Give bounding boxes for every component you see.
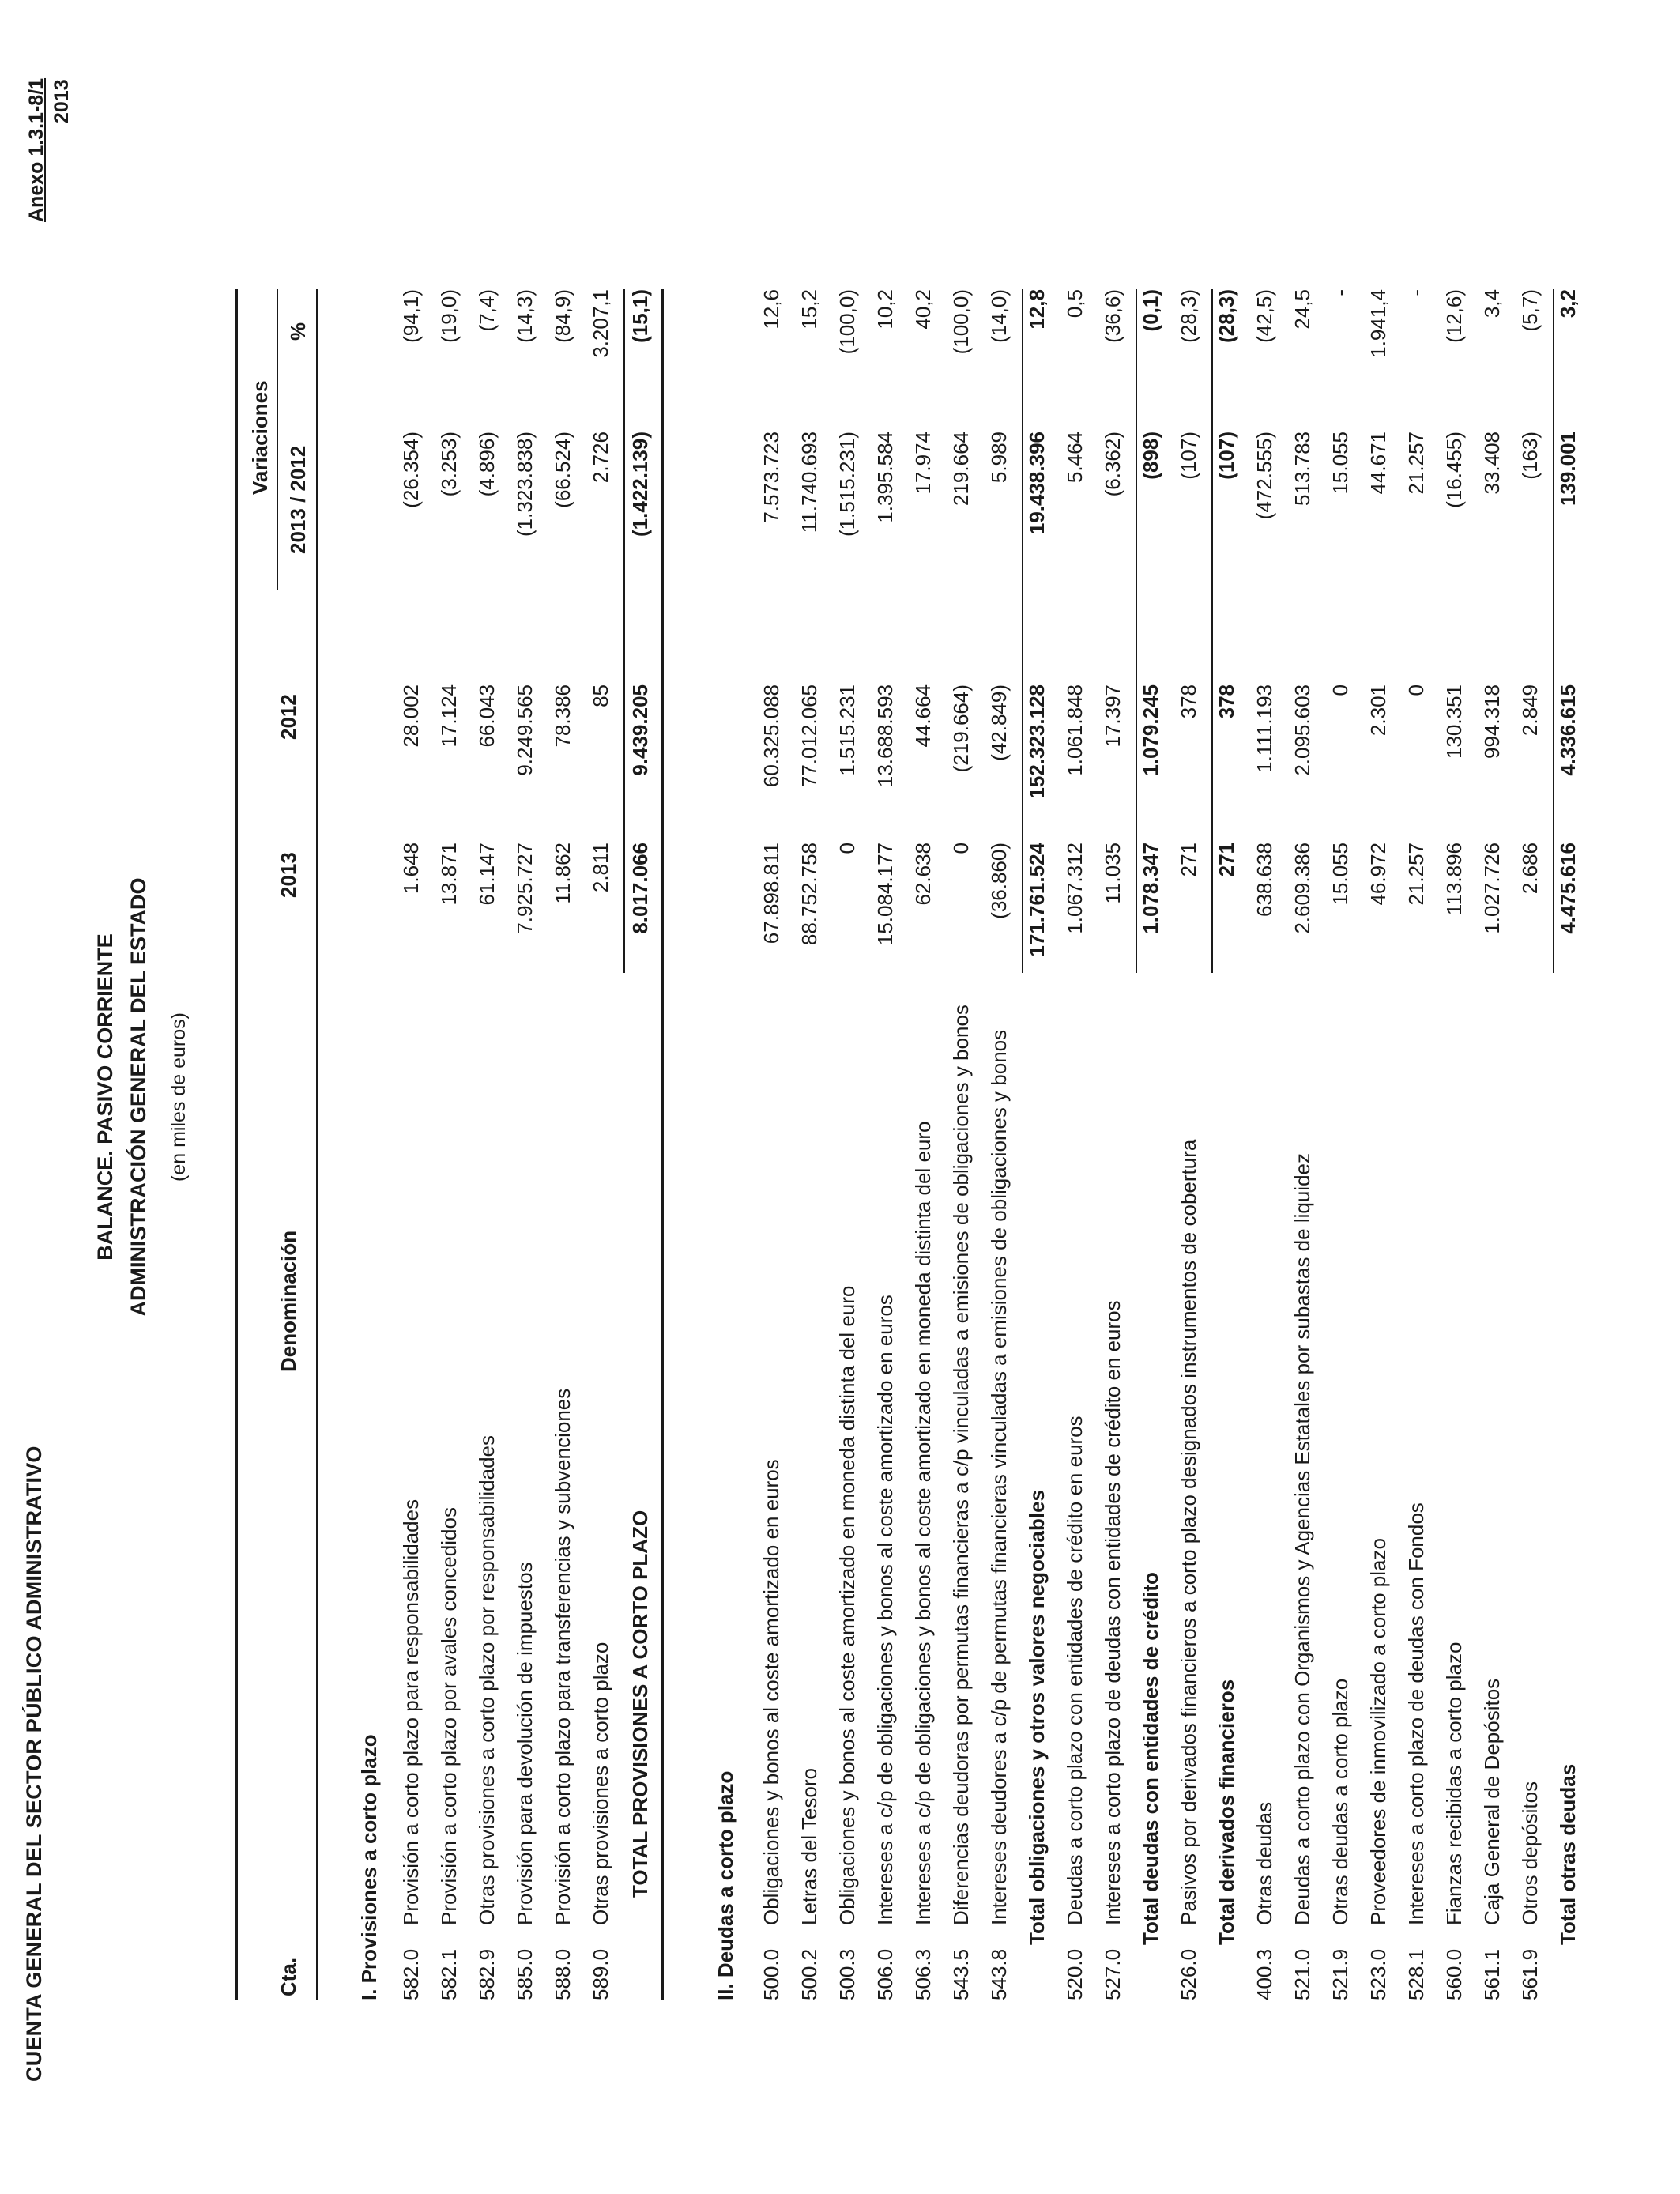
- table-row: [1177, 0, 1213, 2194]
- total-label: Total deudas con entidades de crédito: [1139, 1572, 1162, 1945]
- variation-pct: (15,1): [628, 289, 652, 343]
- variation-pct: (28,3): [1215, 289, 1238, 343]
- variation-pct: 3,2: [1556, 289, 1580, 319]
- variation-abs: 11.740.693: [797, 432, 821, 533]
- account-code: 528.1: [1404, 1948, 1428, 2000]
- value-2012: 85: [589, 684, 612, 707]
- report-title: BALANCE. PASIVO CORRIENTE: [93, 933, 117, 1261]
- variation-abs: 219.664: [949, 432, 973, 506]
- variation-abs: 5.989: [987, 432, 1011, 484]
- total-row: [1556, 0, 1592, 2194]
- table-row: [1366, 0, 1403, 2194]
- section-title: II. Deudas a corto plazo: [714, 1770, 737, 2000]
- variation-pct: (5,7): [1518, 289, 1542, 332]
- table-row: [399, 0, 435, 2194]
- account-code: 588.0: [551, 1948, 574, 2000]
- account-name: Otras provisiones a corto plazo: [589, 1642, 612, 1925]
- account-name: Intereses a corto plazo de deudas con Fondos: [1404, 1502, 1428, 1925]
- account-code: 585.0: [513, 1948, 537, 2000]
- account-name: Pasivos por derivados financieros a corto plazo designados instrumentos de cobertura: [1177, 1139, 1200, 1925]
- variation-abs: 15.055: [1328, 432, 1352, 495]
- col-var-abs: 2013 / 2012: [286, 445, 310, 554]
- col-denominacion: Denominación: [277, 1230, 300, 1372]
- value-2013: 0: [949, 843, 973, 854]
- table-row: [949, 0, 985, 2194]
- section-title: I. Provisiones a corto plazo: [357, 1734, 381, 2000]
- value-2013: 1.027.726: [1480, 843, 1504, 934]
- table-row: [1101, 0, 1137, 2194]
- variation-abs: (16.455): [1442, 432, 1466, 508]
- account-name: Provisión para devolución de impuestos: [513, 1562, 537, 1925]
- variation-abs: (1.323.838): [513, 432, 537, 537]
- value-2013: 1.067.312: [1063, 843, 1087, 934]
- table-row: [513, 0, 549, 2194]
- variation-pct: (28,3): [1177, 289, 1200, 343]
- account-code: 500.3: [835, 1948, 859, 2000]
- value-2012: 130.351: [1442, 684, 1466, 759]
- account-name: Proveedores de inmovilizado a corto plazo: [1366, 1538, 1390, 1925]
- account-code: 500.2: [797, 1948, 821, 2000]
- variation-abs: 139.001: [1556, 432, 1580, 506]
- account-name: Provisión a corto plazo para transferencias y subvenciones: [551, 1388, 574, 1925]
- total-rule: [1211, 289, 1213, 973]
- value-2013: 11.862: [551, 843, 574, 904]
- value-2012: 2.095.603: [1290, 684, 1314, 776]
- value-2013: 88.752.758: [797, 843, 821, 946]
- total-row: [1025, 0, 1061, 2194]
- account-name: Intereses a corto plazo de deudas con entidades de crédito en euros: [1101, 1300, 1124, 1925]
- variation-abs: 7.573.723: [759, 432, 783, 523]
- value-2012: 44.664: [911, 684, 935, 748]
- value-2013: 2.811: [589, 843, 612, 893]
- variation-pct: (12,6): [1442, 289, 1466, 343]
- account-code: 543.5: [949, 1948, 973, 2000]
- annex-year: 2013: [51, 79, 73, 123]
- value-2013: 46.972: [1366, 843, 1390, 906]
- total-label: Total obligaciones y otros valores negociables: [1025, 1489, 1049, 1945]
- value-2012: 2.849: [1518, 684, 1542, 737]
- value-2013: 271: [1215, 843, 1238, 877]
- account-code: 582.9: [475, 1948, 499, 2000]
- table-row: [1480, 0, 1516, 2194]
- total-label: Total otras deudas: [1556, 1763, 1580, 1945]
- account-code: 500.0: [759, 1948, 783, 2000]
- value-2012: 152.323.128: [1025, 684, 1049, 799]
- variation-pct: (0,1): [1139, 289, 1162, 332]
- value-2013: 7.925.727: [513, 843, 537, 934]
- value-2012: 9.439.205: [628, 684, 652, 776]
- value-2012: 66.043: [475, 684, 499, 748]
- value-2013: 67.898.811: [759, 843, 783, 944]
- value-2012: 1.079.245: [1139, 684, 1162, 776]
- account-name: Deudas a corto plazo con entidades de crédito en euros: [1063, 1416, 1087, 1925]
- account-code: 506.3: [911, 1948, 935, 2000]
- variation-abs: (1.515.231): [835, 432, 859, 537]
- total-row: [1139, 0, 1175, 2194]
- table-top-rule: [235, 289, 238, 2000]
- account-name: Otras provisiones a corto plazo por responsabilidades: [475, 1434, 499, 1925]
- table-row: [987, 0, 1023, 2194]
- account-name: Diferencias deudoras por permutas financieras a c/p vinculadas a emisiones de obligaciones y bonos: [949, 1005, 973, 1925]
- variation-pct: 12,6: [759, 289, 783, 330]
- total-rule: [1136, 289, 1137, 973]
- variation-pct: -: [1328, 289, 1352, 296]
- value-2012: 1.061.848: [1063, 684, 1087, 776]
- account-code: 400.3: [1252, 1948, 1276, 2000]
- col-variaciones: Variaciones: [248, 380, 272, 495]
- total-label: TOTAL PROVISIONES A CORTO PLAZO: [628, 1510, 652, 1898]
- table-row: [437, 0, 473, 2194]
- value-2013: 1.078.347: [1139, 843, 1162, 934]
- account-code: 589.0: [589, 1948, 612, 2000]
- value-2012: 78.386: [551, 684, 574, 748]
- account-name: Fianzas recibidas a corto plazo: [1442, 1642, 1466, 1925]
- variation-pct: 40,2: [911, 289, 935, 330]
- account-code: 521.0: [1290, 1948, 1314, 2000]
- table-row: [835, 0, 872, 2194]
- value-2012: 17.124: [437, 684, 461, 748]
- account-name: Letras del Tesoro: [797, 1768, 821, 1925]
- value-2013: 1.648: [399, 843, 423, 895]
- table-row: [873, 0, 910, 2194]
- variation-pct: -: [1404, 289, 1428, 296]
- variation-pct: (42,5): [1252, 289, 1276, 343]
- variation-pct: (100,0): [835, 289, 859, 355]
- value-2012: 1.515.231: [835, 684, 859, 776]
- value-2013: 21.257: [1404, 843, 1428, 906]
- account-code: 526.0: [1177, 1948, 1200, 2000]
- total-rule: [661, 289, 664, 2000]
- variation-abs: 2.726: [589, 432, 612, 484]
- variation-abs: 17.974: [911, 432, 935, 495]
- table-row: [911, 0, 947, 2194]
- value-2013: 15.055: [1328, 843, 1352, 906]
- variation-pct: 3,4: [1480, 289, 1504, 319]
- variation-abs: 513.783: [1290, 432, 1314, 506]
- value-2013: 113.896: [1442, 843, 1466, 916]
- value-2012: 378: [1215, 684, 1238, 719]
- table-row: [1442, 0, 1478, 2194]
- table-row: [797, 0, 834, 2194]
- value-2012: 994.318: [1480, 684, 1504, 759]
- variation-abs: 21.257: [1404, 432, 1428, 495]
- table-row: [1518, 0, 1554, 2194]
- variation-abs: (472.555): [1252, 432, 1276, 520]
- variation-pct: 12,8: [1025, 289, 1049, 330]
- variation-pct: (14,3): [513, 289, 537, 343]
- account-name: Intereses a c/p de obligaciones y bonos al coste amortizado en euros: [873, 1295, 897, 1925]
- variation-abs: (107): [1215, 432, 1238, 480]
- table-row: [1063, 0, 1099, 2194]
- variation-pct: (100,0): [949, 289, 973, 355]
- value-2013: 2.686: [1518, 843, 1542, 895]
- value-2013: 8.017.066: [628, 843, 652, 934]
- table-row: [1328, 0, 1365, 2194]
- col-cta: Cta.: [277, 1957, 300, 1996]
- variation-abs: (3.253): [437, 432, 461, 497]
- variation-pct: 15,2: [797, 289, 821, 330]
- account-name: Otros depósitos: [1518, 1781, 1542, 1925]
- org-header: CUENTA GENERAL DEL SECTOR PÚBLICO ADMINISTRATIVO: [22, 1446, 46, 2082]
- variation-pct: 10,2: [873, 289, 897, 330]
- table-row: [589, 0, 625, 2194]
- account-code: 523.0: [1366, 1948, 1390, 2000]
- value-2013: 2.609.386: [1290, 843, 1314, 934]
- variation-abs: 1.395.584: [873, 432, 897, 523]
- annex-label: Anexo 1.3.1-8/1: [25, 77, 47, 222]
- value-2013: 11.035: [1101, 843, 1124, 904]
- value-2012: 0: [1404, 684, 1428, 696]
- account-name: Deudas a corto plazo con Organismos y Agencias Estatales por subastas de liquidez: [1290, 1153, 1314, 1925]
- value-2012: 378: [1177, 684, 1200, 719]
- account-name: Provisión a corto plazo por avales concedidos: [437, 1507, 461, 1925]
- total-row: [628, 0, 665, 2194]
- variation-abs: (163): [1518, 432, 1542, 480]
- variation-pct: (14,0): [987, 289, 1011, 343]
- variation-abs: (898): [1139, 432, 1162, 480]
- variation-pct: 0,5: [1063, 289, 1087, 319]
- table-row: [475, 0, 511, 2194]
- col-var-pct: %: [286, 322, 310, 341]
- value-2012: (42.849): [987, 684, 1011, 761]
- variation-abs: (26.354): [399, 432, 423, 508]
- value-2013: 638.638: [1252, 843, 1276, 917]
- total-row: [1215, 0, 1251, 2194]
- account-code: 506.0: [873, 1948, 897, 2000]
- value-2012: 0: [1328, 684, 1352, 696]
- variation-abs: (4.896): [475, 432, 499, 497]
- units-note: (en miles de euros): [168, 1012, 190, 1182]
- variation-pct: 3.207,1: [589, 289, 612, 358]
- account-code: 543.8: [987, 1948, 1011, 2000]
- value-2012: 4.336.615: [1556, 684, 1580, 776]
- total-rule: [623, 289, 625, 973]
- table-header-rule: [316, 289, 318, 2000]
- value-2012: 77.012.065: [797, 684, 821, 788]
- value-2013: 15.084.177: [873, 843, 897, 946]
- account-code: 520.0: [1063, 1948, 1087, 2000]
- table-row: [1290, 0, 1327, 2194]
- total-label: Total derivados financieros: [1215, 1679, 1238, 1945]
- value-2012: 28.002: [399, 684, 423, 748]
- account-name: Intereses deudores a c/p de permutas financieras vinculadas a emisiones de obligaciones y bonos: [987, 1029, 1011, 1925]
- col-2012: 2012: [277, 694, 300, 740]
- variation-abs: (66.524): [551, 432, 574, 508]
- value-2013: 171.761.524: [1025, 843, 1049, 957]
- total-rule: [1022, 289, 1023, 973]
- variation-abs: 19.438.396: [1025, 432, 1049, 535]
- account-name: Caja General de Depósitos: [1480, 1678, 1504, 1925]
- value-2012: 1.111.193: [1252, 684, 1276, 773]
- value-2013: 62.638: [911, 843, 935, 906]
- col-2013: 2013: [277, 852, 300, 898]
- account-name: Obligaciones y bonos al coste amortizado en moneda distinta del euro: [835, 1285, 859, 1925]
- account-name: Provisión a corto plazo para responsabilidades: [399, 1498, 423, 1925]
- account-name: Otras deudas: [1252, 1801, 1276, 1925]
- variation-pct: (7,4): [475, 289, 499, 332]
- account-code: 527.0: [1101, 1948, 1124, 2000]
- value-2013: (36.860): [987, 843, 1011, 919]
- account-name: Intereses a c/p de obligaciones y bonos al coste amortizado en moneda distinta del euro: [911, 1121, 935, 1925]
- account-name: Otras deudas a corto plazo: [1328, 1678, 1352, 1925]
- account-code: 561.1: [1480, 1948, 1504, 2000]
- variation-pct: (94,1): [399, 289, 423, 343]
- variation-pct: 1.941,4: [1366, 289, 1390, 358]
- variation-abs: 33.408: [1480, 432, 1504, 495]
- variation-abs: (107): [1177, 432, 1200, 480]
- variaciones-rule: [277, 289, 278, 590]
- value-2012: 9.249.565: [513, 684, 537, 776]
- report-entity: ADMINISTRACIÓN GENERAL DEL ESTADO: [126, 877, 150, 1317]
- value-2012: 2.301: [1366, 684, 1390, 737]
- account-code: 561.9: [1518, 1948, 1542, 2000]
- account-name: Obligaciones y bonos al coste amortizado en euros: [759, 1459, 783, 1925]
- value-2012: (219.664): [949, 684, 973, 773]
- table-row: [1404, 0, 1441, 2194]
- value-2013: 13.871: [437, 843, 461, 906]
- account-code: 560.0: [1442, 1948, 1466, 2000]
- value-2013: 271: [1177, 843, 1200, 877]
- variation-pct: (84,9): [551, 289, 574, 343]
- variation-abs: 44.671: [1366, 432, 1390, 495]
- value-2013: 0: [835, 843, 859, 854]
- account-code: 521.9: [1328, 1948, 1352, 2000]
- account-code: 582.1: [437, 1948, 461, 2000]
- variation-pct: (36,6): [1101, 289, 1124, 343]
- table-row: [1252, 0, 1289, 2194]
- value-2012: 60.325.088: [759, 684, 783, 788]
- variation-pct: (19,0): [437, 289, 461, 343]
- variation-abs: 5.464: [1063, 432, 1087, 484]
- variation-pct: 24,5: [1290, 289, 1314, 330]
- variation-abs: (6.362): [1101, 432, 1124, 497]
- value-2013: 61.147: [475, 843, 499, 906]
- value-2012: 13.688.593: [873, 684, 897, 788]
- value-2013: 4.475.616: [1556, 843, 1580, 934]
- variation-abs: (1.422.139): [628, 432, 652, 537]
- total-rule: [1553, 289, 1554, 973]
- account-code: 582.0: [399, 1948, 423, 2000]
- value-2012: 17.397: [1101, 684, 1124, 748]
- table-row: [759, 0, 796, 2194]
- table-row: [551, 0, 587, 2194]
